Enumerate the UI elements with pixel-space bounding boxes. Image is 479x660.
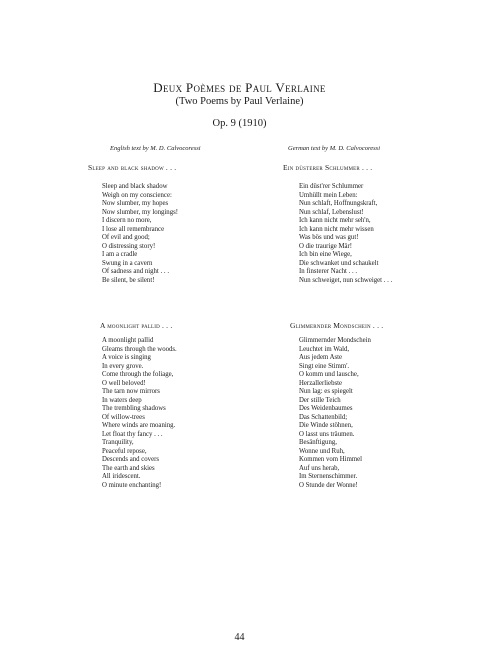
poem-line: The trembling shadows	[102, 405, 166, 412]
poem1-english-text	[102, 183, 178, 285]
poem-line: Descends and covers	[102, 456, 159, 463]
poem-line: Nun lag: es spiegelt	[299, 388, 353, 395]
poem-line: Weigh on my conscience:	[102, 191, 172, 199]
poem-line: The tarn now mirrors	[102, 388, 160, 395]
poem2-english-text	[102, 337, 177, 490]
poem-line: Ich kann nicht mehr wissen	[299, 225, 374, 233]
poem-line: Nun schlaft, Hoffnungskraft,	[299, 200, 378, 207]
poem-line: Kommen vom Himmel	[299, 456, 363, 463]
poem-line: Aus jedem Aste	[299, 354, 343, 361]
poem-line: Im Sternenschimmer.	[299, 473, 358, 480]
poem-line: Umhüllt mein Leben:	[299, 191, 358, 199]
poem-line: O die traurige Mär!	[299, 242, 353, 250]
poem-line: Was bös und was gut!	[299, 234, 359, 241]
poem-line: Where winds are moaning.	[102, 422, 176, 429]
poem-line: Be silent, be silent!	[102, 276, 155, 284]
poem2-english-heading: A moonlight pallid . . .	[100, 321, 173, 330]
poem-line: Ich kann nicht mehr seh'n,	[299, 217, 371, 224]
poem-line: Come through the foliage,	[102, 371, 174, 378]
poem-line: I lose all remembrance	[102, 225, 165, 233]
opus-number: Op. 9 (1910)	[212, 118, 267, 129]
poem-line: Nun schweiget, nun schweiget . . .	[299, 276, 393, 284]
page-number: 44	[234, 632, 245, 643]
poem1-english-heading: Sleep and black shadow . . .	[88, 163, 177, 172]
poem-line: A moonlight pallid	[102, 337, 154, 344]
german-credit: German text by M. D. Calvocoressi	[288, 145, 381, 152]
poem-line: Now slumber, my hopes	[102, 200, 169, 207]
page-title: Deux Poèmes de Paul Verlaine	[153, 80, 326, 95]
poem-line: Ich bin eine Wiege,	[299, 251, 352, 258]
poem2-german-heading: Glimmernder Mondschein . . .	[290, 321, 384, 330]
page-subtitle: (Two Poems by Paul Verlaine)	[175, 96, 304, 107]
poem-line: Of evil and good;	[102, 234, 150, 241]
poem-line: Of sadness and night . . .	[102, 268, 170, 275]
poem-line: Now slumber, my longings!	[102, 208, 179, 216]
poem-line: In every grove.	[102, 362, 144, 370]
poem-line: Ein düst'rer Schlummer	[299, 183, 364, 190]
poem-line: Sleep and black shadow	[102, 183, 168, 190]
poem-line: O lasst uns träumen.	[299, 430, 355, 438]
poem2-german-text	[299, 337, 371, 490]
poem-line: Besänftigung,	[299, 439, 337, 446]
poem-line: I am a cradle	[102, 251, 138, 258]
poem-line: O distressing story!	[102, 242, 156, 250]
poem-line: All iridescent.	[102, 473, 141, 480]
poem1-german-heading: Ein düsterer Schlummer . . .	[283, 163, 373, 172]
poem-line: In waters deep	[102, 396, 142, 404]
poem-line: A voice is singing	[102, 354, 151, 361]
poem-line: Peaceful repose,	[102, 447, 147, 455]
poem1-german-text	[299, 183, 392, 285]
poem-line: Singt eine Stimm'.	[299, 362, 350, 370]
poem-line: Of willow-trees	[102, 413, 145, 421]
poem-line: In finsterer Nacht . . .	[299, 268, 358, 275]
poem-line: Leuchtet im Wald,	[299, 345, 350, 353]
poem-line: Let float thy fancy . . .	[102, 430, 163, 438]
poem-line: Wonne und Ruh,	[299, 447, 345, 455]
poem-line: Nun schlaf, Lebenslust!	[299, 208, 364, 216]
poem-line: Die schwanket und schaukelt	[299, 259, 379, 267]
poem-line: Die Winde stöhnen,	[299, 422, 353, 429]
english-credit: English text by M. D. Calvocoressi	[110, 145, 201, 152]
poem-line: Des Weidenbaumes	[299, 405, 353, 412]
poem-line: O Stunde der Wonne!	[299, 481, 358, 489]
poem-line: O komm und lausche,	[299, 371, 359, 378]
poem-line: Herzallerliebste	[299, 379, 343, 387]
poem-line: Glimmernder Mondschein	[299, 337, 371, 344]
poem-line: Das Schattenbild;	[299, 413, 348, 421]
poem-line: Der stille Teich	[299, 396, 341, 404]
poem-line: Tranquility,	[102, 439, 134, 446]
poem-line: Swung in a cavern	[102, 259, 153, 267]
poem-line: Auf uns herab,	[299, 464, 340, 472]
poem-line: O well beloved!	[102, 379, 146, 387]
poem-line: I discern no more,	[102, 217, 152, 224]
poem-line: The earth and skies	[102, 464, 155, 472]
poem-line: O minute enchanting!	[102, 481, 162, 489]
poem-line: Gleams through the woods.	[102, 345, 177, 353]
